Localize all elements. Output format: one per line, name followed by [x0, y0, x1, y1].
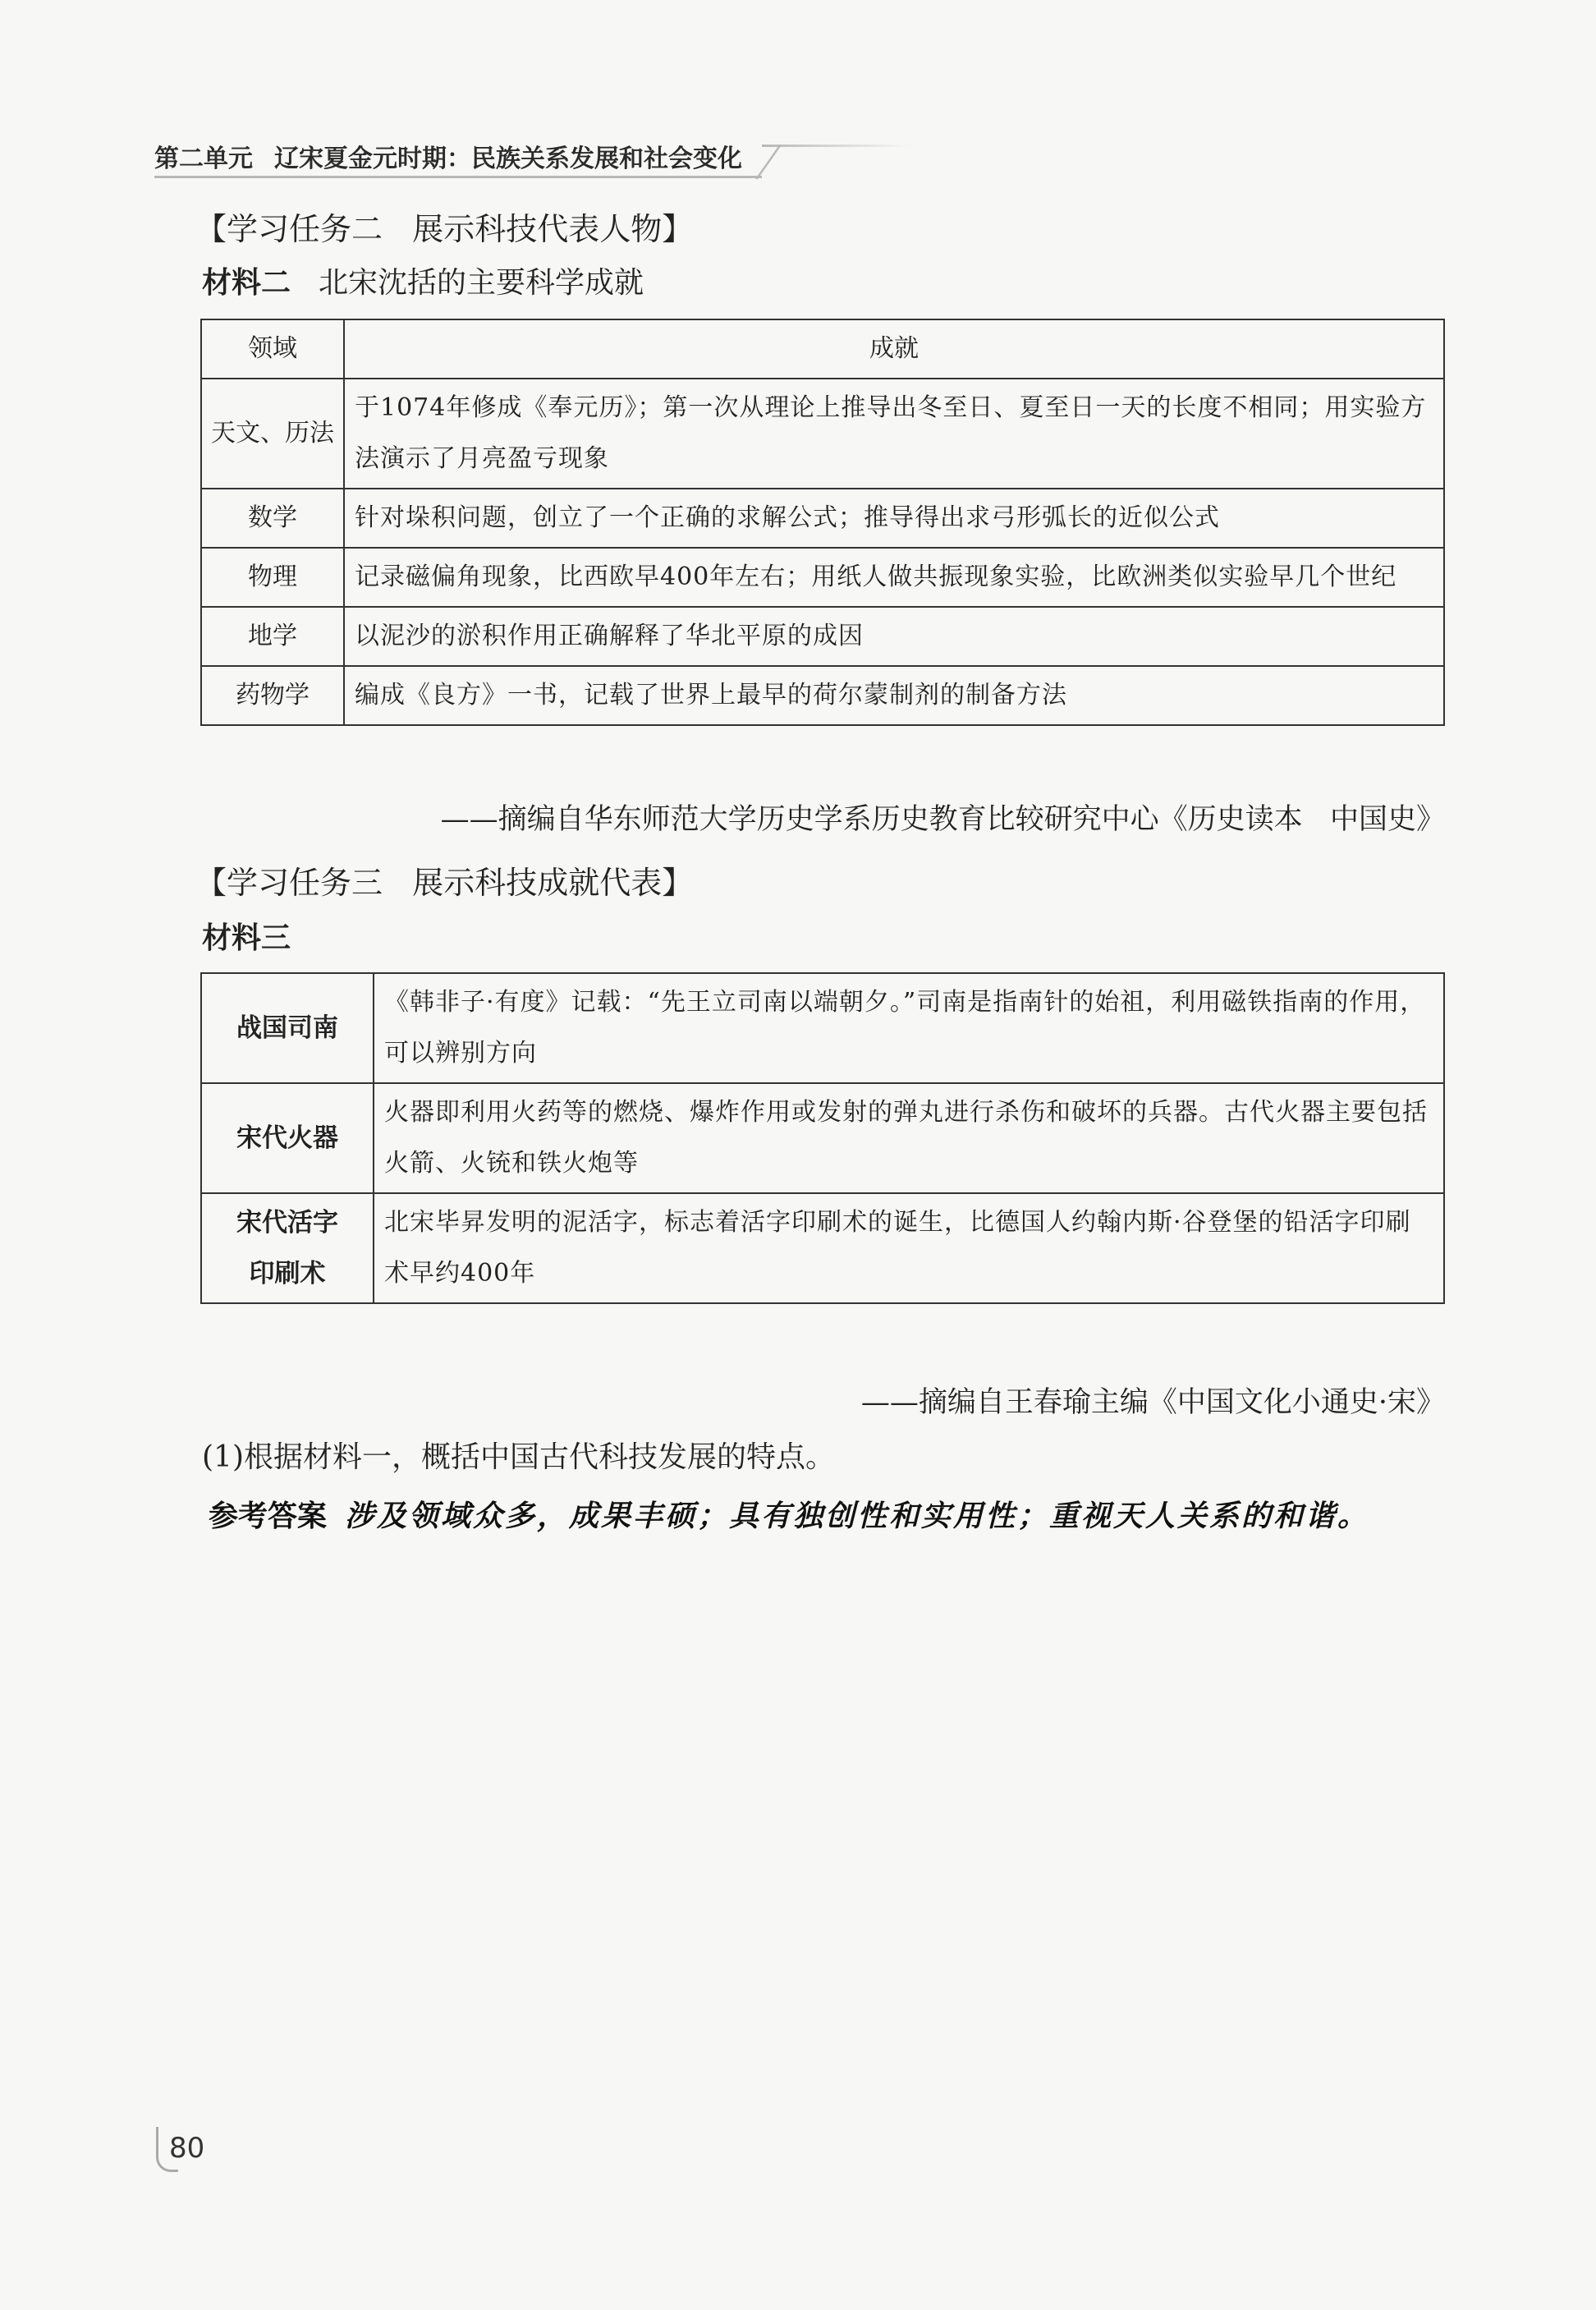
material3-source: ——摘编自王春瑜主编《中国文化小通史·宋》 [860, 1386, 1445, 1419]
row-item [201, 973, 374, 1083]
table-header-row [201, 319, 1444, 379]
row-item-line1: 宋代火器 [236, 1123, 338, 1153]
row-item [201, 1193, 374, 1303]
table-row [201, 607, 1444, 666]
row-field: 天文、历法 [201, 379, 344, 489]
shenkuo-achievements-table [200, 319, 1445, 726]
question-1: (1)根据材料一，概括中国古代科技发展的特点。 [202, 1440, 835, 1474]
row-item [201, 1083, 374, 1193]
material2-source: ——摘编自华东师范大学历史学系历史教育比较研究中心《历史读本 中国史》 [440, 803, 1445, 836]
table-row [201, 666, 1444, 725]
table-row [201, 1083, 1444, 1193]
row-field: 物理 [201, 548, 344, 607]
header-divider-tail [762, 145, 910, 147]
unit-header [154, 138, 742, 174]
row-detail: 编成《良方》一书，记载了世界上最早的荷尔蒙制剂的制备方法 [344, 666, 1444, 725]
row-detail: 记录磁偏角现象，比西欧早400年左右；用纸人做共振现象实验，比欧洲类似实验早几个世纪 [344, 548, 1444, 607]
reference-answer [209, 1493, 1369, 1535]
answer-text: 涉及领域众多，成果丰硕；具有独创性和实用性；重视天人关系的和谐。 [345, 1499, 1370, 1533]
material3-label: 材料三 [202, 921, 291, 955]
material3-heading [202, 915, 319, 957]
table-row [201, 379, 1444, 489]
material2-heading [202, 259, 644, 301]
table-row [201, 1193, 1444, 1303]
row-detail: 《韩非子·有度》记载：“先王立司南以端朝夕。”司南是指南针的始祖，利用磁铁指南的作用，可以辨别方向 [374, 973, 1444, 1083]
row-field: 地学 [201, 607, 344, 666]
row-detail: 以泥沙的淤积作用正确解释了华北平原的成因 [344, 607, 1444, 666]
answer-label: 参考答案 [209, 1499, 328, 1533]
table-row [201, 489, 1444, 548]
row-detail: 北宋毕昇发明的泥活字，标志着活字印刷术的诞生，比德国人约翰内斯·谷登堡的铅活字印刷术早约400年 [374, 1193, 1444, 1303]
material2-title: 北宋沈括的主要科学成就 [319, 266, 644, 300]
row-item-line2: 印刷术 [249, 1259, 326, 1288]
row-detail: 于1074年修成《奉元历》；第一次从理论上推导出冬至日、夏至日一天的长度不相同；用实验方法演示了月亮盈亏现象 [344, 379, 1444, 489]
table-row [201, 548, 1444, 607]
column-header-achievement: 成就 [344, 319, 1444, 379]
row-field: 数学 [201, 489, 344, 548]
song-technology-table [200, 972, 1445, 1304]
row-item-line1: 宋代活字 [236, 1208, 338, 1238]
page-number: 80 [169, 2132, 205, 2165]
header-divider [154, 176, 762, 178]
table-row [201, 973, 1444, 1083]
material2-label: 材料二 [202, 266, 291, 300]
unit-title: 辽宋夏金元时期：民族关系发展和社会变化 [274, 145, 742, 173]
task3-heading: 【学习任务三 展示科技成就代表】 [195, 865, 694, 901]
row-field: 药物学 [201, 666, 344, 725]
unit-label: 第二单元 [154, 145, 253, 173]
column-header-field: 领域 [201, 319, 344, 379]
row-detail: 火器即利用火药等的燃烧、爆炸作用或发射的弹丸进行杀伤和破坏的兵器。古代火器主要包括火箭、火铳和铁火炮等 [374, 1083, 1444, 1193]
row-detail: 针对垛积问题，创立了一个正确的求解公式；推导得出求弓形弧长的近似公式 [344, 489, 1444, 548]
header-divider-slant [755, 145, 782, 179]
task2-heading: 【学习任务二 展示科技代表人物】 [195, 211, 694, 247]
row-item-line1: 战国司南 [236, 1013, 338, 1043]
